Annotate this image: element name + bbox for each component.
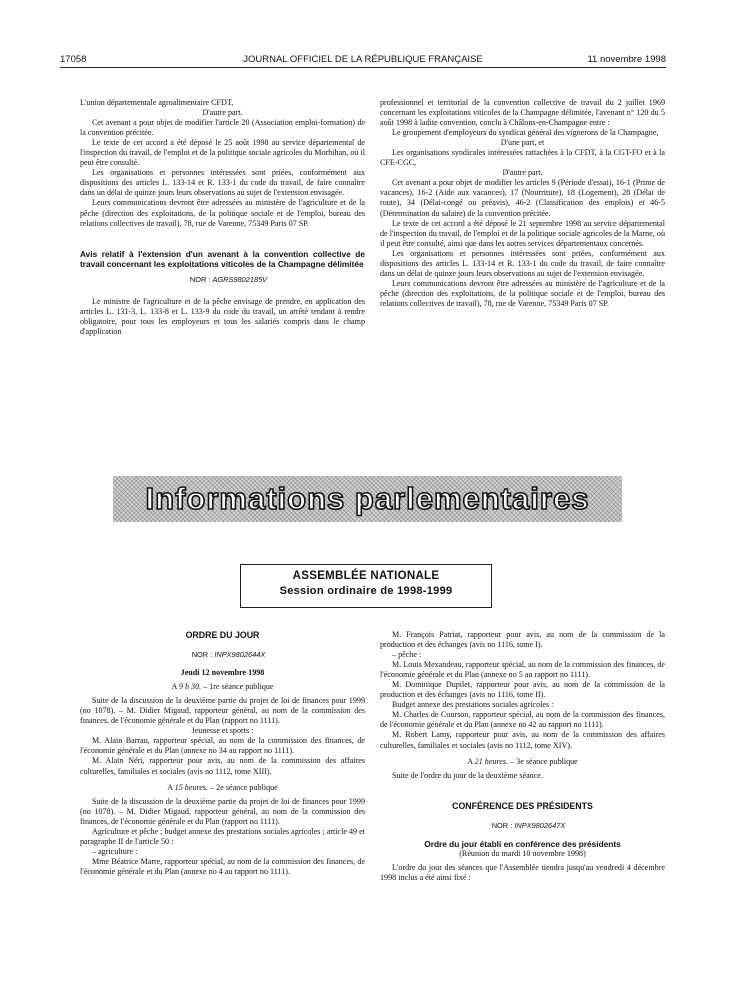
paragraph: L'union départementale agroalimentaire CFDT,	[80, 98, 234, 107]
paragraph: professionnel et territorial de la convention collective de travail du 2 juillet 1969 concernant les exploitations viticoles de la Champagne délimitée, l'avenant n° 120 du 5 août 1998 à ladite convention, conclu à Châlons-en-Champagne entre :	[380, 98, 665, 128]
paragraph: Agriculture et pêche ; budget annexe des prestations sociales agricoles ; article 49 et paragraphe II de l'article 50 :	[80, 826, 365, 846]
meeting-date: (Réunion du mardi 10 novembre 1998)	[459, 848, 586, 858]
paragraph: Jeunesse et sports :	[191, 726, 254, 736]
session-label: – 3e séance publique	[510, 756, 578, 766]
page-number: 17058	[60, 54, 87, 65]
paragraph: Les organisations et personnes intéressées sont priées, conformément aux dispositions des articles L. 133-14 et R. 133-1 du code du travail, de faire connaître dans un délai de quinze jours leurs observations au sujet de l'extension envisagée.	[380, 248, 665, 278]
session-time: 15 heures.	[174, 782, 209, 792]
session-time: 9 h 30.	[178, 682, 202, 692]
bottom-left-column	[80, 630, 365, 877]
avis-title	[80, 249, 365, 269]
paragraph: M. Alain Néri, rapporteur pour avis, au nom de la commission des affaires culturelles, familiales et sociales (avis no 1112, tome XIII).	[80, 756, 365, 776]
session-label: – 1re séance publique	[203, 682, 274, 692]
nor-reference	[80, 650, 365, 660]
journal-title: JOURNAL OFFICIEL DE LA RÉPUBLIQUE FRANÇAISE	[243, 54, 483, 65]
paragraph: D'autre part.	[502, 168, 543, 178]
paragraph: Les organisations syndicales intéressées rattachées à la CFDT, à la CGT-FO et à la CFE-CGC,	[380, 148, 665, 168]
avis-title-text: Avis relatif à l'extension d'un avenant à la convention collective de travail concernant les exploitations viticoles de la Champagne délimitée	[80, 248, 365, 269]
nor-code: INPX9802644X	[214, 650, 266, 660]
paragraph: Leurs communications devront être adressées au ministère de l'agriculture et de la pêche (direction des exploitations, de la politique sociale et de l'emploi, bureau des relations collectives de travail), 78, rue de Varenne, 75349 Paris 07 SP.	[80, 198, 365, 228]
paragraph: Leurs communications devront être adressées au ministère de l'agriculture et de la pêche (direction des exploitations, de la politique sociale et de l'emploi, bureau des relations collectives de travail), 78, rue de Varenne, 75349 Paris 07 SP.	[380, 278, 665, 308]
paragraph: Le texte de cet accord a été déposé le 21 septembre 1998 au service départemental de l'inspection du travail, de l'emploi et de la politique sociale agricoles de la Marne, où il peut être consulté, ainsi que dans les autres services départementaux concernés.	[380, 218, 665, 248]
nor-label: NOR :	[191, 650, 213, 660]
session-label: – 2e séance publique	[210, 782, 278, 792]
paragraph: Cet avenant a pour objet de modifier les articles 9 (Période d'essai), 16-1 (Prime de vacances), 16-2 (Aide aux vacances), 17 (Nourriture), 18 (Logement), 28 (Délai de route), 34 (Délai-congé ou préavis), 46-2 (Classification des emplois) et 46-5 (Détermination du salaire) de la convention précitée.	[380, 178, 665, 218]
paragraph: D'autre part.	[202, 108, 243, 118]
paragraph: M. Alain Barrau, rapporteur spécial, au nom de la commission des finances, de l'économie générale et du Plan (annexe no 34 au rapport no 1111).	[80, 736, 365, 756]
session-line	[80, 682, 365, 692]
paragraph: Budget annexe des prestations sociales agricoles :	[392, 700, 554, 710]
paragraph: Suite de la discussion de la deuxième partie du projet de loi de finances pour 1999 (no 1078). – M. Didier Migaud, rapporteur général, au nom de la commission des finances, de l'économie générale et du Plan (rapport no 1111).	[80, 696, 365, 726]
nor-reference	[380, 821, 665, 831]
session-time: 21 heures.	[474, 756, 509, 766]
paragraph: M. Dominique Dupilet, rapporteur pour avis, au nom de la commission de la production et des échanges (avis no 1116, tome II).	[380, 680, 665, 700]
session-line	[80, 783, 365, 793]
paragraph: M. Robert Lamy, rapporteur pour avis, au nom de la commission des affaires culturelles, familiales et sociales (avis no 1112, tome XIV).	[380, 730, 665, 750]
assembly-box	[240, 564, 492, 608]
paragraph: Suite de la discussion de la deuxième partie du projet de loi de finances pour 1999 (no 1078). – M. Didier Migaud, rapporteur général, au nom de la commission des finances, de l'économie générale et du Plan (rapport no 1111).	[80, 796, 365, 826]
section-heading: ORDRE DU JOUR	[185, 630, 260, 640]
paragraph: D'une part, et	[500, 138, 545, 148]
paragraph: Le ministre de l'agriculture et de la pêche envisage de prendre, en application des articles L. 131-3, L. 133-8 et L. 133-9 du code du travail, un arrêté tendant à rendre obligatoire, pour tous les employeurs et tous les salariés compris dans le champ d'application	[80, 297, 365, 337]
session-prefix: A	[467, 756, 473, 766]
subheading: Ordre du jour établi en conférence des présidents	[424, 838, 621, 849]
nor-code: AGRS9802185V	[212, 275, 268, 285]
paragraph: L'ordre du jour des séances que l'Assemblée tiendra jusqu'au vendredi 4 décembre 1998 inclus a été ainsi fixé :	[380, 862, 665, 882]
banner-title: Informations parlementaires	[145, 481, 590, 516]
paragraph: – pêche :	[392, 650, 422, 660]
section-banner	[113, 476, 622, 522]
session-prefix: A	[167, 782, 173, 792]
assembly-title: ASSEMBLÉE NATIONALE	[292, 570, 440, 582]
session-subtitle: Session ordinaire de 1998-1999	[279, 585, 453, 597]
session-prefix: A	[171, 682, 177, 692]
paragraph: Le texte de cet accord a été déposé le 25 août 1998 au service départemental de l'inspection du travail, de l'emploi et de la politique sociale agricoles du Morbihan, où il peut être consulté.	[80, 138, 365, 168]
session-line	[380, 757, 665, 767]
paragraph: M. Charles de Courson, rapporteur spécial, au nom de la commission des finances, de l'économie générale et du Plan (annexe no 42 au rapport no 1111).	[380, 710, 665, 730]
paragraph: M. François Patriat, rapporteur pour avis, au nom de la commission de la production et des échanges (avis no 1116, tome I).	[380, 630, 665, 650]
header-rule	[60, 67, 666, 68]
date-heading: Jeudi 12 novembre 1998	[180, 668, 265, 678]
nor-label: NOR :	[189, 275, 211, 285]
top-right-column	[380, 98, 665, 309]
top-left-column	[80, 98, 365, 337]
nor-label: NOR :	[491, 820, 513, 830]
issue-date: 11 novembre 1998	[587, 54, 666, 65]
paragraph: Les organisations et personnes intéressées sont priées, conformément aux dispositions des articles L. 133-14 et R. 133-1 du code du travail, de faire connaître dans un délai de quinze jours leurs observations au sujet de l'extension envisagée.	[80, 168, 365, 198]
paragraph: – agriculture :	[92, 846, 138, 856]
paragraph: M. Louis Mexandeau, rapporteur spécial, au nom de la commission des finances, de l'économie générale et du Plan (annexe no 5 au rapport no 1111).	[380, 660, 665, 680]
section-heading: CONFÉRENCE DES PRÉSIDENTS	[452, 800, 593, 811]
paragraph: Cet avenant a pour objet de modifier l'article 20 (Association emploi-formation) de la convention précitée.	[80, 118, 365, 138]
nor-reference	[80, 275, 365, 285]
paragraph: Le groupement d'employeurs du syndicat général des vignerons de la Champagne,	[392, 128, 659, 138]
bottom-right-column	[380, 630, 665, 883]
paragraph: Suite de l'ordre du jour de la deuxième séance.	[392, 770, 543, 780]
running-header	[60, 54, 666, 68]
nor-code: INPX9802647X	[514, 820, 566, 830]
paragraph: Mme Béatrice Marre, rapporteur spécial, au nom de la commission des finances, de l'économie générale et du Plan (annexe no 4 au rapport no 1111).	[80, 856, 365, 876]
